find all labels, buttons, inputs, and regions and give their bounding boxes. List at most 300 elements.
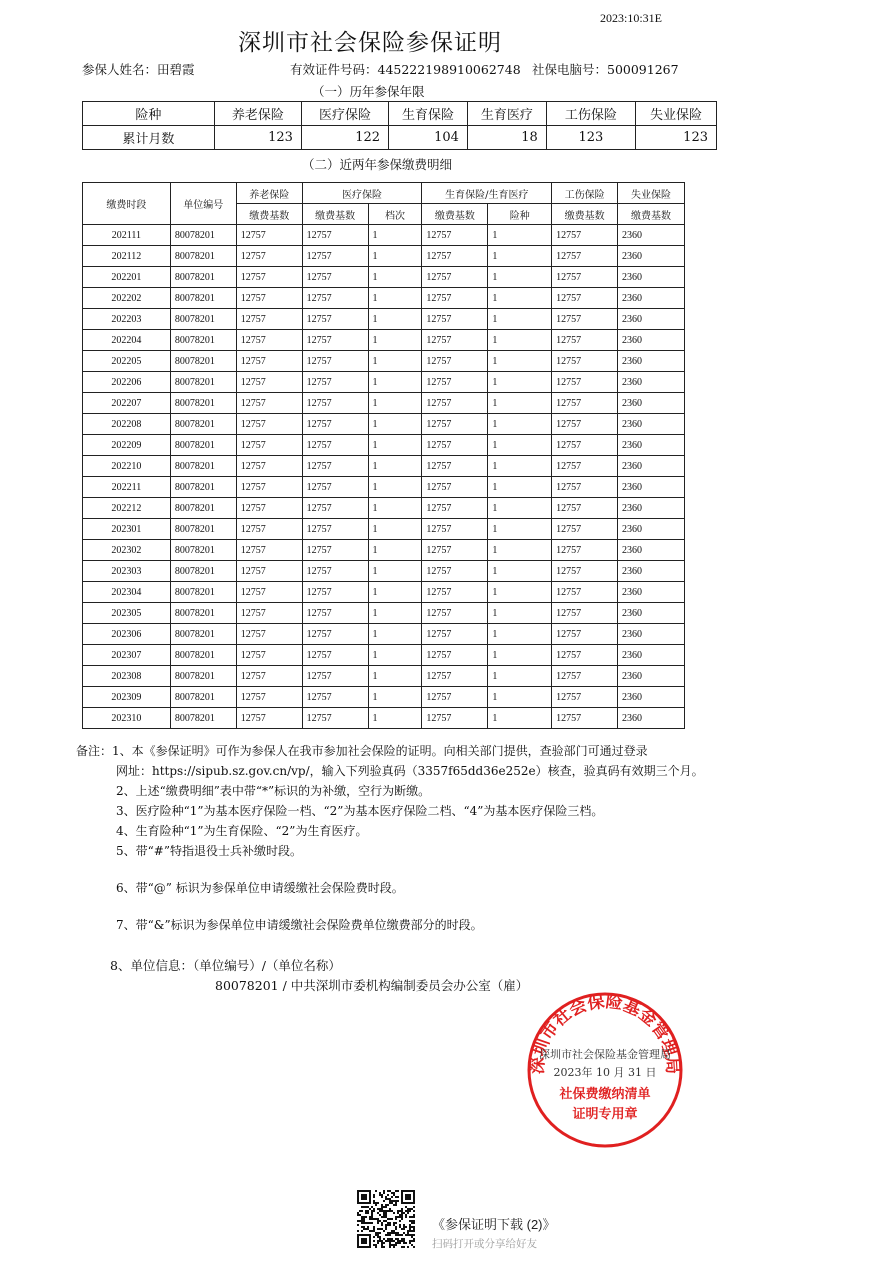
table-cell: 202111 <box>83 225 171 246</box>
table-cell: 80078201 <box>170 708 236 729</box>
table-cell: 12757 <box>422 540 488 561</box>
insured-name: 参保人姓名：田碧霞 <box>82 62 195 77</box>
table-cell: 80078201 <box>170 624 236 645</box>
header-cell: 医疗保险 <box>301 102 388 126</box>
table-cell: 80078201 <box>170 561 236 582</box>
note-1-url: 网址：https://sipub.sz.gov.cn/vp/，输入下列验真码（3357f65dd36e252e）核查，验真码有效期三个月。 <box>116 764 704 778</box>
table-row <box>83 435 685 456</box>
id-number: 有效证件号码：445222198910062748 <box>290 62 521 77</box>
table-cell: 2360 <box>618 477 685 498</box>
table-cell: 12757 <box>552 519 618 540</box>
table-cell: 80078201 <box>170 372 236 393</box>
table-cell: 1 <box>368 540 422 561</box>
table-cell: 202211 <box>83 477 171 498</box>
table-cell: 1 <box>368 330 422 351</box>
table-cell: 1 <box>488 603 552 624</box>
table-cell: 12757 <box>552 372 618 393</box>
table-cell: 12757 <box>422 435 488 456</box>
header-injury: 工伤保险 <box>552 183 618 204</box>
table-cell: 202308 <box>83 666 171 687</box>
table-cell: 1 <box>488 708 552 729</box>
table-cell: 12757 <box>236 582 302 603</box>
table-cell: 2360 <box>618 687 685 708</box>
table-cell: 12757 <box>236 435 302 456</box>
table-cell: 12757 <box>422 288 488 309</box>
table-cell: 12757 <box>552 414 618 435</box>
table-cell: 12757 <box>422 687 488 708</box>
table-cell: 12757 <box>236 708 302 729</box>
table-cell: 12757 <box>302 540 368 561</box>
table-cell: 12757 <box>422 309 488 330</box>
table-cell: 12757 <box>236 498 302 519</box>
table-cell: 12757 <box>302 603 368 624</box>
table-cell: 12757 <box>236 330 302 351</box>
table-cell: 12757 <box>422 603 488 624</box>
table-cell: 2360 <box>618 603 685 624</box>
table-row <box>83 540 685 561</box>
table-row <box>83 624 685 645</box>
months-unemployment: 123 <box>636 126 717 150</box>
table-cell: 2360 <box>618 393 685 414</box>
table-cell: 80078201 <box>170 246 236 267</box>
table-cell: 1 <box>488 561 552 582</box>
table-cell: 1 <box>488 246 552 267</box>
table-cell: 1 <box>488 645 552 666</box>
table-row <box>83 477 685 498</box>
table-row <box>83 393 685 414</box>
table-cell: 1 <box>488 582 552 603</box>
table-cell: 80078201 <box>170 477 236 498</box>
table-cell: 1 <box>368 288 422 309</box>
table-cell: 12757 <box>302 477 368 498</box>
table-cell: 12757 <box>552 498 618 519</box>
table-cell: 1 <box>488 666 552 687</box>
table-cell: 12757 <box>552 393 618 414</box>
table-cell: 12757 <box>422 666 488 687</box>
table-cell: 80078201 <box>170 582 236 603</box>
table-cell: 12757 <box>302 246 368 267</box>
table-cell: 12757 <box>422 330 488 351</box>
table-cell: 12757 <box>236 246 302 267</box>
table-cell: 2360 <box>618 309 685 330</box>
table-cell: 1 <box>368 519 422 540</box>
table-row <box>83 687 685 708</box>
sub-header-base: 缴费基数 <box>302 204 368 225</box>
table-cell: 12757 <box>552 561 618 582</box>
table-cell: 12757 <box>302 498 368 519</box>
table-cell: 12757 <box>422 477 488 498</box>
table-cell: 12757 <box>236 309 302 330</box>
table-cell: 12757 <box>302 456 368 477</box>
table-row <box>83 519 685 540</box>
table-cell: 12757 <box>552 267 618 288</box>
table-cell: 2360 <box>618 582 685 603</box>
table-cell: 12757 <box>422 498 488 519</box>
note-5: 5、带“#”特指退役士兵补缴时段。 <box>116 844 302 858</box>
table-cell: 1 <box>368 225 422 246</box>
sub-header-base: 缴费基数 <box>552 204 618 225</box>
table-cell: 12757 <box>302 267 368 288</box>
table-cell: 1 <box>488 687 552 708</box>
table-cell: 1 <box>488 267 552 288</box>
table-cell: 2360 <box>618 561 685 582</box>
table-cell: 1 <box>368 498 422 519</box>
table-cell: 12757 <box>422 267 488 288</box>
table-cell: 12757 <box>236 666 302 687</box>
header-medical: 医疗保险 <box>302 183 422 204</box>
table-cell: 202112 <box>83 246 171 267</box>
table-row <box>83 498 685 519</box>
table-cell: 2360 <box>618 708 685 729</box>
table-cell: 1 <box>368 624 422 645</box>
table-cell: 2360 <box>618 645 685 666</box>
table-cell: 1 <box>488 288 552 309</box>
table-cell: 12757 <box>236 288 302 309</box>
header-cell: 生育医疗 <box>467 102 546 126</box>
table-cell: 12757 <box>236 225 302 246</box>
table-cell: 12757 <box>302 288 368 309</box>
table-cell: 1 <box>488 477 552 498</box>
document-title: 深圳市社会保险参保证明 <box>238 30 502 56</box>
table-cell: 12757 <box>302 414 368 435</box>
sub-header-base: 缴费基数 <box>618 204 685 225</box>
table-cell: 2360 <box>618 498 685 519</box>
header-cell: 生育保险 <box>389 102 468 126</box>
table-cell: 12757 <box>302 687 368 708</box>
table-cell: 12757 <box>302 645 368 666</box>
table-cell: 12757 <box>422 624 488 645</box>
table-cell: 1 <box>488 351 552 372</box>
table-cell: 2360 <box>618 666 685 687</box>
table-cell: 12757 <box>302 309 368 330</box>
years-value-row <box>83 126 717 150</box>
table-cell: 1 <box>368 246 422 267</box>
months-maternity: 104 <box>389 126 468 150</box>
table-cell: 12757 <box>422 393 488 414</box>
table-cell: 80078201 <box>170 414 236 435</box>
years-header-row <box>83 102 717 126</box>
sub-header-level: 档次 <box>368 204 422 225</box>
table-cell: 2360 <box>618 267 685 288</box>
table-cell: 2360 <box>618 519 685 540</box>
table-cell: 12757 <box>302 225 368 246</box>
table-cell: 12757 <box>422 708 488 729</box>
table-cell: 12757 <box>552 477 618 498</box>
table-cell: 12757 <box>422 246 488 267</box>
table-cell: 2360 <box>618 624 685 645</box>
table-row <box>83 225 685 246</box>
qr-code-icon[interactable] <box>357 1190 415 1248</box>
table-cell: 12757 <box>552 666 618 687</box>
table-cell: 202202 <box>83 288 171 309</box>
computer-number: 社保电脑号：500091267 <box>532 62 679 77</box>
table-cell: 80078201 <box>170 603 236 624</box>
table-cell: 1 <box>368 351 422 372</box>
table-cell: 202210 <box>83 456 171 477</box>
table-cell: 1 <box>488 309 552 330</box>
note-2: 2、上述“缴费明细”表中带“*”标识的为补缴，空行为断缴。 <box>116 784 431 798</box>
table-cell: 12757 <box>236 372 302 393</box>
table-cell: 80078201 <box>170 519 236 540</box>
months-medical: 122 <box>301 126 388 150</box>
table-cell: 12757 <box>552 435 618 456</box>
header-cell: 失业保险 <box>636 102 717 126</box>
table-cell: 12757 <box>552 540 618 561</box>
table-cell: 1 <box>488 372 552 393</box>
table-cell: 1 <box>488 330 552 351</box>
table-cell: 80078201 <box>170 351 236 372</box>
contribution-table <box>82 182 685 729</box>
table-cell: 12757 <box>302 624 368 645</box>
table-cell: 1 <box>488 414 552 435</box>
table-cell: 202306 <box>83 624 171 645</box>
table-cell: 1 <box>368 393 422 414</box>
table-cell: 12757 <box>236 477 302 498</box>
seal-date: 2023年 10 月 31 日 <box>553 1066 657 1079</box>
note-1: 备注：1、本《参保证明》可作为参保人在我市参加社会保险的证明。向相关部门提供，查验部门可通过登录 <box>76 744 648 758</box>
table-cell: 1 <box>368 708 422 729</box>
table-cell: 12757 <box>302 666 368 687</box>
table-cell: 1 <box>488 624 552 645</box>
table-cell: 12757 <box>236 687 302 708</box>
table-cell: 1 <box>368 267 422 288</box>
table-cell: 12757 <box>236 519 302 540</box>
table-cell: 12757 <box>236 540 302 561</box>
header-cell: 险种 <box>83 102 215 126</box>
table-cell: 1 <box>368 561 422 582</box>
table-cell: 202206 <box>83 372 171 393</box>
table-cell: 1 <box>488 435 552 456</box>
table-cell: 1 <box>488 456 552 477</box>
table-cell: 1 <box>488 225 552 246</box>
table-cell: 12757 <box>422 645 488 666</box>
table-row <box>83 351 685 372</box>
table-row <box>83 645 685 666</box>
table-cell: 80078201 <box>170 666 236 687</box>
unit-info: 80078201 / 中共深圳市委机构编制委员会办公室（雇） <box>215 978 529 993</box>
header-unemployment: 失业保险 <box>618 183 685 204</box>
print-timestamp: 2023:10:31E <box>600 11 662 25</box>
table-cell: 1 <box>368 603 422 624</box>
table-row <box>83 582 685 603</box>
file-name: 《参保证明下载 (2)》 <box>432 1217 556 1232</box>
table-cell: 12757 <box>422 456 488 477</box>
table-row <box>83 603 685 624</box>
table-cell: 1 <box>368 414 422 435</box>
table-cell: 1 <box>488 519 552 540</box>
table-cell: 80078201 <box>170 687 236 708</box>
table-cell: 12757 <box>552 288 618 309</box>
months-injury: 123 <box>546 126 635 150</box>
contribution-rows <box>83 225 685 729</box>
qr-hint: 扫码打开或分享给好友 <box>432 1238 537 1250</box>
section2-title: （二）近两年参保缴费明细 <box>302 157 453 172</box>
table-cell: 12757 <box>236 456 302 477</box>
table-cell: 202201 <box>83 267 171 288</box>
table-cell: 12757 <box>422 351 488 372</box>
table-cell: 80078201 <box>170 435 236 456</box>
table-cell: 12757 <box>302 582 368 603</box>
header-maternity: 生育保险/生育医疗 <box>422 183 552 204</box>
table-cell: 12757 <box>552 645 618 666</box>
table-cell: 2360 <box>618 330 685 351</box>
sub-header-base: 缴费基数 <box>422 204 488 225</box>
table-cell: 12757 <box>302 561 368 582</box>
seal-line-2: 证明专用章 <box>572 1107 638 1122</box>
table-row <box>83 456 685 477</box>
table-cell: 202212 <box>83 498 171 519</box>
header-cell: 工伤保险 <box>546 102 635 126</box>
table-cell: 12757 <box>422 414 488 435</box>
table-cell: 202204 <box>83 330 171 351</box>
table-cell: 2360 <box>618 288 685 309</box>
sub-header-type: 险种 <box>488 204 552 225</box>
table-cell: 12757 <box>236 624 302 645</box>
table-cell: 202310 <box>83 708 171 729</box>
table-cell: 12757 <box>302 393 368 414</box>
table-cell: 2360 <box>618 246 685 267</box>
table-cell: 1 <box>368 309 422 330</box>
table-row <box>83 561 685 582</box>
table-cell: 12757 <box>552 456 618 477</box>
header-cell: 养老保险 <box>214 102 301 126</box>
table-cell: 1 <box>488 498 552 519</box>
table-cell: 2360 <box>618 540 685 561</box>
table-cell: 12757 <box>552 603 618 624</box>
table-cell: 1 <box>368 582 422 603</box>
table-cell: 202303 <box>83 561 171 582</box>
table-cell: 2360 <box>618 351 685 372</box>
note-4: 4、生育险种“1”为生育保险、“2”为生育医疗。 <box>116 824 368 838</box>
table-cell: 12757 <box>302 372 368 393</box>
table-cell: 80078201 <box>170 645 236 666</box>
table-cell: 2360 <box>618 435 685 456</box>
table-cell: 12757 <box>302 519 368 540</box>
table-cell: 80078201 <box>170 540 236 561</box>
table-cell: 12757 <box>422 372 488 393</box>
table-cell: 12757 <box>302 351 368 372</box>
months-pension: 123 <box>214 126 301 150</box>
table-cell: 80078201 <box>170 393 236 414</box>
table-cell: 2360 <box>618 225 685 246</box>
table-cell: 1 <box>368 435 422 456</box>
note-3: 3、医疗险种“1”为基本医疗保险一档、“2”为基本医疗保险二档、“4”为基本医疗保险三档。 <box>116 804 604 818</box>
official-seal <box>525 990 685 1150</box>
table-cell: 202304 <box>83 582 171 603</box>
header-period: 缴费时段 <box>83 183 171 225</box>
table-cell: 12757 <box>552 351 618 372</box>
note-7: 7、带“&”标识为参保单位申请缓缴社会保险费单位缴费部分的时段。 <box>116 918 483 932</box>
section1-title: （一）历年参保年限 <box>312 84 425 99</box>
table-row <box>83 330 685 351</box>
table-cell: 12757 <box>552 624 618 645</box>
table-cell: 12757 <box>552 225 618 246</box>
table-cell: 1 <box>368 372 422 393</box>
table-cell: 12757 <box>236 414 302 435</box>
table-cell: 1 <box>368 456 422 477</box>
table-cell: 12757 <box>422 519 488 540</box>
table-cell: 12757 <box>552 246 618 267</box>
table-cell: 12757 <box>552 687 618 708</box>
table-row <box>83 414 685 435</box>
note-6: 6、带“@” 标识为参保单位申请缓缴社会保险费时段。 <box>116 881 404 895</box>
table-cell: 12757 <box>422 561 488 582</box>
table-cell: 2360 <box>618 372 685 393</box>
table-cell: 12757 <box>236 603 302 624</box>
table-cell: 12757 <box>302 435 368 456</box>
table-cell: 80078201 <box>170 288 236 309</box>
sub-header-base: 缴费基数 <box>236 204 302 225</box>
table-cell: 202208 <box>83 414 171 435</box>
table-cell: 80078201 <box>170 225 236 246</box>
table-cell: 202209 <box>83 435 171 456</box>
table-cell: 202305 <box>83 603 171 624</box>
months-maternity-medical: 18 <box>467 126 546 150</box>
row-label: 累计月数 <box>83 126 215 150</box>
table-cell: 12757 <box>236 393 302 414</box>
table-cell: 12757 <box>302 330 368 351</box>
table-cell: 1 <box>368 666 422 687</box>
table-cell: 2360 <box>618 456 685 477</box>
table-cell: 202203 <box>83 309 171 330</box>
header-pension: 养老保险 <box>236 183 302 204</box>
table-cell: 12757 <box>552 330 618 351</box>
table-cell: 80078201 <box>170 309 236 330</box>
table-cell: 202307 <box>83 645 171 666</box>
table-row <box>83 666 685 687</box>
table-cell: 80078201 <box>170 330 236 351</box>
table-cell: 1 <box>368 687 422 708</box>
table-row <box>83 288 685 309</box>
table-cell: 1 <box>368 645 422 666</box>
table-cell: 12757 <box>302 708 368 729</box>
table-cell: 12757 <box>236 267 302 288</box>
table-cell: 202205 <box>83 351 171 372</box>
table-cell: 80078201 <box>170 267 236 288</box>
seal-office: 深圳市社会保险基金管理局 <box>539 1048 671 1061</box>
table-cell: 12757 <box>552 582 618 603</box>
table-cell: 12757 <box>236 351 302 372</box>
table-cell: 12757 <box>236 561 302 582</box>
table-cell: 1 <box>488 393 552 414</box>
table-cell: 202207 <box>83 393 171 414</box>
header-unit: 单位编号 <box>170 183 236 225</box>
table-cell: 202302 <box>83 540 171 561</box>
notes <box>76 741 776 935</box>
table-row <box>83 246 685 267</box>
seal-arc-text: 深圳市社会保险基金管理局 <box>527 991 683 1075</box>
table-cell: 12757 <box>552 708 618 729</box>
table-cell: 12757 <box>422 225 488 246</box>
table-cell: 80078201 <box>170 456 236 477</box>
table-cell: 1 <box>488 540 552 561</box>
table-cell: 202309 <box>83 687 171 708</box>
table-cell: 12757 <box>236 645 302 666</box>
table-cell: 1 <box>368 477 422 498</box>
table-cell: 12757 <box>552 309 618 330</box>
table-cell: 12757 <box>422 582 488 603</box>
table-cell: 2360 <box>618 414 685 435</box>
header-row-1 <box>83 183 685 204</box>
table-row <box>83 372 685 393</box>
seal-line-1: 社保费缴纳清单 <box>559 1087 651 1102</box>
table-row <box>83 309 685 330</box>
table-cell: 80078201 <box>170 498 236 519</box>
table-row <box>83 267 685 288</box>
table-row <box>83 708 685 729</box>
table-cell: 202301 <box>83 519 171 540</box>
years-table <box>82 101 717 150</box>
